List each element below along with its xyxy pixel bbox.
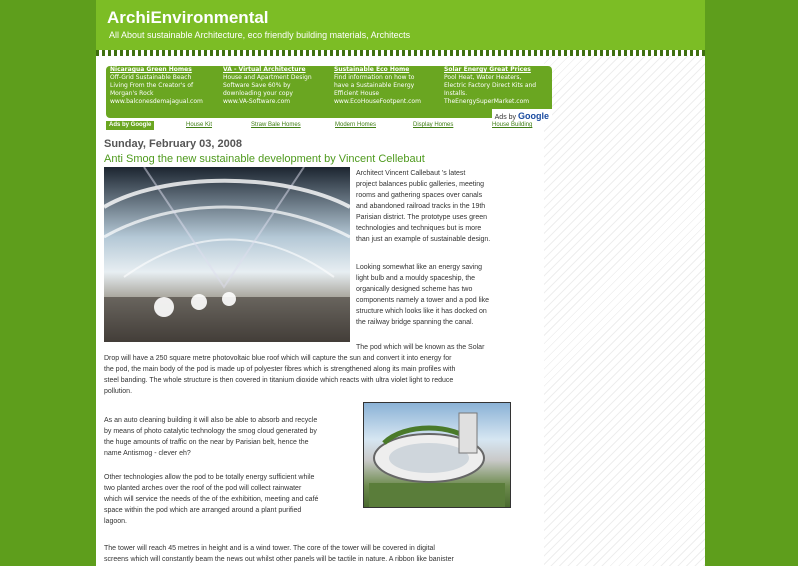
google-logo: Google bbox=[518, 111, 549, 121]
ad-text: Efficient House bbox=[334, 90, 380, 97]
ad-text: Find information on how to bbox=[334, 74, 415, 81]
text-line: than just an example of sustainable design. bbox=[356, 236, 491, 243]
text-line: Drop will have a 250 square metre photovoltaic blue roof which will capture the sun and convert it into energy for bbox=[104, 355, 452, 362]
ad-text: Off-Grid Sustainable Beach bbox=[110, 74, 192, 81]
ad-title[interactable]: Solar Energy Great Prices bbox=[444, 66, 531, 73]
ad-url[interactable]: www.EcoHouseFootpent.com bbox=[334, 98, 421, 105]
paragraph-5 bbox=[104, 472, 318, 527]
text-line: project balances public galleries, meeting bbox=[356, 181, 485, 188]
ad-unit[interactable] bbox=[223, 66, 333, 106]
post-date: Sunday, February 03, 2008 bbox=[104, 138, 242, 150]
ad-text: have a Sustainable Energy bbox=[334, 82, 415, 89]
paragraph-1 bbox=[356, 168, 490, 245]
ad-unit[interactable] bbox=[444, 66, 554, 106]
text-line: The tower will reach 45 metres in height and is a wind tower. The core of the tower will be covered in digital bbox=[104, 545, 435, 552]
text-line: the pod, the main body of the pod is made up of polyester fibres which is strengthened along its main profiles with bbox=[104, 366, 456, 373]
text-line: Architect Vincent Callebaut 's latest bbox=[356, 170, 466, 177]
text-line: by means of photo catalytic technology the smog cloud generated by bbox=[104, 428, 317, 435]
text-line: two planted arches over the roof of the pod will collect rainwater bbox=[104, 485, 302, 492]
ad-link[interactable]: House Kit bbox=[186, 122, 213, 128]
text-line: the huge amounts of traffic on the near by Parisian belt, hence the bbox=[104, 439, 309, 446]
ad-links-bar bbox=[106, 121, 546, 131]
text-line: steel banding. The whole structure is then covered in titanium dioxide which reacts with ultra violet light to reduce bbox=[104, 377, 454, 384]
text-line: rooms and gathering spaces over canals bbox=[356, 192, 483, 199]
ad-link[interactable]: Display Homes bbox=[413, 122, 454, 128]
ad-text: Installs. bbox=[444, 90, 468, 97]
page bbox=[96, 0, 705, 566]
ad-box bbox=[106, 66, 552, 121]
text-line: and abandoned railroad tracks in the 19th bbox=[356, 203, 486, 210]
blog-header bbox=[96, 0, 705, 54]
ad-text: downloading your copy bbox=[223, 90, 293, 97]
site-title[interactable]: ArchiEnvironmental bbox=[107, 8, 269, 27]
text-line: The pod which will be known as the Solar bbox=[356, 344, 485, 351]
ad-text: House and Apartment Design bbox=[223, 74, 312, 81]
paragraph-6 bbox=[104, 543, 454, 565]
text-line: screens which will constantly beam the news out whilst other panels will be tactile in nature. A ribbon like banister bbox=[104, 556, 454, 563]
ad-title[interactable]: VA - Virtual Architecture bbox=[223, 66, 306, 73]
text-line: Other technologies allow the pod to be totally energy sufficient while bbox=[104, 474, 315, 481]
text-line: which will service the needs of the of the exhibition, meeting and café bbox=[104, 496, 319, 503]
post-title[interactable]: Anti Smog the new sustainable development by Vincent Cellebaut bbox=[104, 153, 425, 165]
ad-links-tag[interactable]: Ads by Google bbox=[106, 121, 154, 130]
ad-link[interactable]: Modern Homes bbox=[335, 122, 377, 128]
ad-link[interactable]: House Building bbox=[492, 122, 533, 128]
ad-title[interactable]: Sustainable Eco Home bbox=[334, 66, 410, 73]
text-line: lagoon. bbox=[104, 518, 127, 525]
post-photo-solar-drop-interior bbox=[104, 167, 350, 342]
text-line: name Antismog - clever eh? bbox=[104, 450, 191, 457]
ad-text: Living From the Creator's of bbox=[110, 82, 194, 89]
text-line: Looking somewhat like an energy saving bbox=[356, 264, 483, 271]
text-line: structure which looks like it has docked on bbox=[356, 308, 487, 315]
paragraph-4 bbox=[104, 415, 317, 459]
text-line: Parisian district. The prototype uses green bbox=[356, 214, 487, 221]
site-description: All About sustainable Architecture, eco friendly building materials, Architects bbox=[109, 30, 411, 40]
paragraph-2 bbox=[356, 262, 489, 328]
ad-url[interactable]: www.balconesdemajagual.com bbox=[110, 98, 203, 105]
photo-illustration bbox=[104, 167, 350, 342]
ad-text: Pool Heat, Water Heaters, bbox=[444, 74, 522, 81]
ad-text: Morgan's Rock bbox=[110, 90, 154, 97]
text-line: components namely a tower and a pod like bbox=[356, 297, 490, 304]
ad-url[interactable]: TheEnergySuperMarket.com bbox=[444, 98, 530, 105]
text-line: technologies and techniques but is more bbox=[356, 225, 482, 232]
ad-link[interactable]: Straw Bale Homes bbox=[251, 122, 301, 128]
ad-title[interactable]: Nicaragua Green Homes bbox=[110, 66, 192, 73]
text-line: As an auto cleaning building it will also be able to absorb and recycle bbox=[104, 417, 318, 424]
adsby-prefix: Ads by bbox=[494, 114, 517, 121]
sidebar bbox=[544, 56, 705, 566]
photo-illustration bbox=[364, 403, 510, 507]
text-line: organically designed scheme has two bbox=[356, 286, 473, 293]
text-line: pollution. bbox=[104, 388, 133, 395]
ad-url[interactable]: www.VA-Software.com bbox=[223, 98, 291, 105]
ad-unit[interactable] bbox=[110, 66, 220, 106]
ad-text: Electric Factory Direct Kits and bbox=[444, 82, 537, 89]
post-photo-tower-exterior bbox=[363, 402, 511, 508]
ad-unit[interactable] bbox=[334, 66, 444, 106]
ad-text: Software Save 60% by bbox=[223, 82, 291, 89]
paragraph-3 bbox=[104, 342, 484, 397]
text-line: space within the pod which are arranged around a plant purified bbox=[104, 507, 302, 514]
text-line: the railway bridge spanning the canal. bbox=[356, 319, 474, 326]
text-line: light bulb and a mouldy spaceship, the bbox=[356, 275, 476, 282]
